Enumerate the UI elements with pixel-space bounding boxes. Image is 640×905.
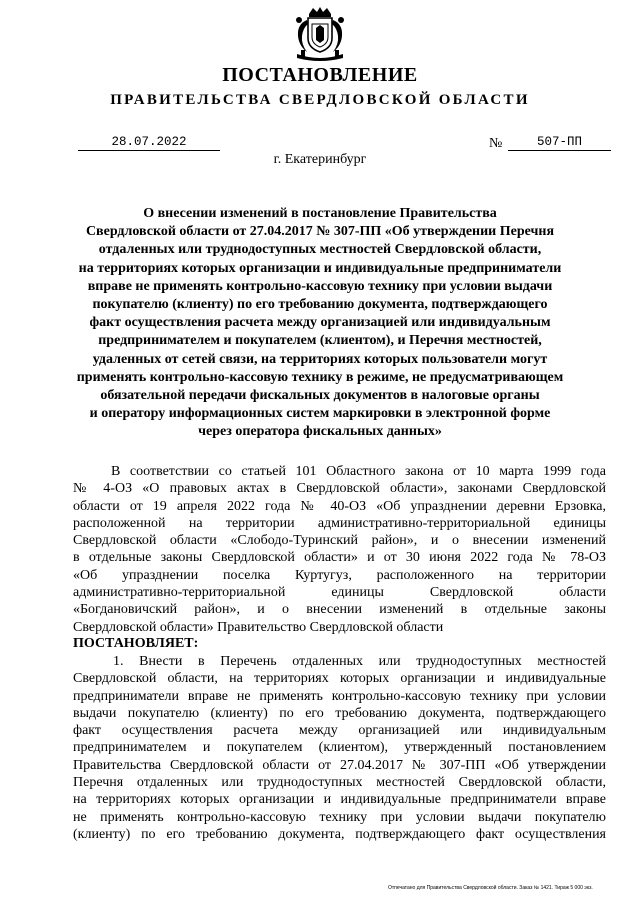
- heading-line: обязательной передачи фискальных документов в налоговые органы: [100, 388, 540, 404]
- paragraph-line: факт осуществления расчета между организацией или индивидуальным: [73, 723, 606, 739]
- heading-line: и оператору информационных систем маркировки в электронной форме: [89, 406, 551, 422]
- paragraph-line: (клиенту) по его требованию документа, подтверждающего факт осуществления: [73, 826, 606, 842]
- heading-line: вправе не применять контрольно-кассовую технику при условии выдачи: [87, 278, 553, 294]
- paragraph-line: расположенной на территории административно-территориальной единицы: [73, 515, 606, 531]
- paragraph-line: Перечня отдаленных или труднодоступных местностей Свердловской области,: [73, 775, 606, 791]
- heading-line: факт осуществления расчета между организацией или индивидуальным: [89, 315, 551, 331]
- heading-line: через оператора фискальных данных»: [198, 424, 442, 440]
- paragraph-line: предпринимателем и покупателем (клиентом), утвержденный постановлением: [73, 740, 606, 756]
- paragraph-line: области от 19 апреля 2022 года № 40-ОЗ «Об упразднении деревни Ерзовка,: [73, 498, 606, 514]
- document-type-title: ПОСТАНОВЛЕНИЕ: [222, 64, 418, 86]
- heading-line: О внесении изменений в постановление Правительства: [143, 206, 497, 221]
- paragraph-line: «Богдановичский район», и о внесении изменений в отдельные законы: [73, 602, 606, 618]
- paragraph-line: Правительства Свердловской области от 27.04.2017 № 307-ПП «Об утверждении: [73, 757, 606, 773]
- heading-line: применять контрольно-кассовую технику в режиме, не предусматривающем: [76, 369, 564, 385]
- paragraph-line: Свердловской области, на территориях которых организации и индивидуальные: [73, 671, 606, 687]
- paragraph-line: не применять контрольно-кассовую технику при условии выдачи покупателю: [73, 809, 606, 825]
- paragraph-line: Свердловской области «Слободо-Туринский район», и о внесении изменений: [73, 533, 606, 549]
- paragraph-line: № 4-ОЗ «О правовых актах в Свердловской области», законами Свердловской: [73, 481, 606, 497]
- document-heading: [60, 205, 580, 442]
- heading-line: удаленных от сетей связи, на территориях которых пользователи могут: [92, 351, 548, 367]
- paragraph-line: административно-территориальной единицы Свердловской области: [73, 585, 606, 601]
- paragraph-line: Свердловской области» Правительство Свердловской области: [73, 619, 444, 635]
- city: г. Екатеринбург: [273, 152, 367, 167]
- paragraph-line: на территориях которых организации и индивидуальные предприниматели вправе: [73, 792, 606, 808]
- paragraph-line: в отдельные законы Свердловской области» и от 30 июня 2022 года № 78-ОЗ: [73, 550, 606, 566]
- paragraph-line: предприниматели вправе не применять контрольно-кассовую технику при условии: [73, 688, 606, 704]
- heading-line: предпринимателем и покупателем (клиентом), и Перечня местностей,: [98, 333, 542, 349]
- paragraph-line: 1. Внести в Перечень отдаленных или труднодоступных местностей: [113, 654, 606, 669]
- paragraph-line: «Об упразднении поселка Куртугуз, расположенного на территории: [73, 567, 606, 583]
- heading-line: на территориях которых организации и индивидуальные предприниматели: [78, 260, 562, 276]
- number-label: №: [489, 136, 503, 151]
- resolution-heading: ПОСТАНОВЛЯЕТ:: [73, 636, 199, 651]
- coat-of-arms-icon: [287, 6, 353, 64]
- document-date: 28.07.2022: [78, 134, 220, 151]
- heading-line: отдаленных или труднодоступных местностей Свердловской области,: [98, 242, 542, 258]
- issuing-authority: ПРАВИТЕЛЬСТВА СВЕРДЛОВСКОЙ ОБЛАСТИ: [110, 92, 530, 108]
- heading-line: Свердловской области от 27.04.2017 № 307-ПП «Об утверждении Перечня: [85, 224, 555, 240]
- paragraph-line: В соответствии со статьей 101 Областного закона от 10 марта 1999 года: [111, 464, 606, 479]
- document-number: 507-ПП: [508, 134, 611, 151]
- clause-1-paragraph: [73, 653, 606, 843]
- preamble-paragraph: [73, 463, 606, 636]
- heading-line: покупателю (клиенту) по его требованию документа, подтверждающего: [92, 297, 548, 313]
- paragraph-line: выдачи покупателю (клиенту) по его требованию документа, подтверждающего: [73, 705, 606, 721]
- print-imprint: Отпечатано для Правительства Свердловской области. Заказ № 1421. Тираж 5 000 экз.: [388, 885, 593, 891]
